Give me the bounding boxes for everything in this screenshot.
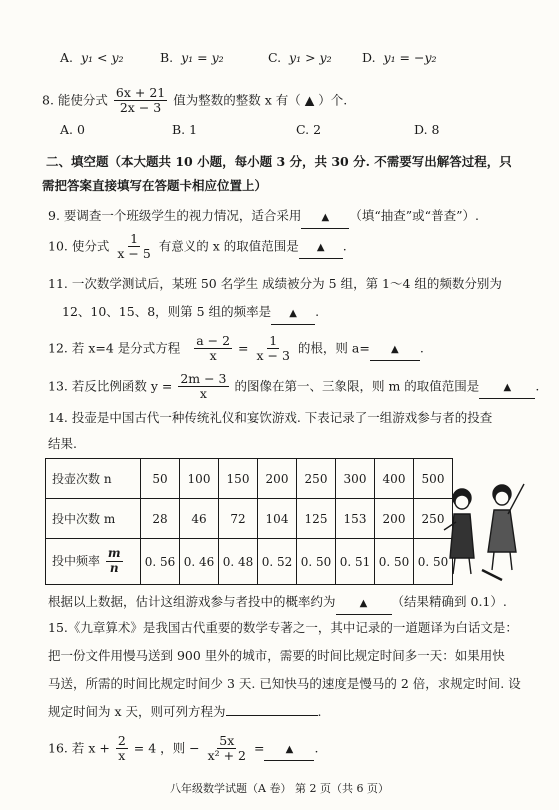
table-cell: 300 [336, 459, 375, 499]
option-text: 0 [77, 122, 85, 137]
denominator: x² + 2 [207, 748, 246, 764]
question-11-line2: 12、10、15、8，则第 5 组的频率是 ▲ . [62, 302, 319, 325]
q12-suffix: 的根，则 a= [297, 340, 370, 356]
denominator: x [118, 748, 126, 764]
denominator: x [209, 348, 217, 364]
question-13: 13. 若反比例函数 y = $\frac{2m - 3}{x}$ 的图像在第一、三象限，则 m 的取值范围是 ▲ . [48, 371, 540, 402]
row-header: 投中次数 m [46, 499, 141, 539]
section-2-heading-line2: 需把答案直接填写在答题卡相应位置上） [42, 178, 268, 193]
q7-option-c [268, 50, 332, 65]
q16-suffix: = [253, 740, 265, 756]
child-right-figure [482, 484, 524, 580]
q16-prefix: 16. 若 x + [48, 740, 110, 756]
blank-mark: ▲ [321, 212, 330, 223]
denominator: x − 5 [117, 246, 151, 262]
q10-fraction [115, 232, 152, 262]
answer-blank[interactable] [226, 715, 318, 716]
q7-option-b [160, 50, 224, 65]
q14-data-table [45, 458, 453, 585]
blank-mark: ▲ [390, 344, 399, 356]
option-label: D. [414, 122, 428, 137]
q8-option-a [60, 122, 85, 137]
q16-fraction-left [116, 734, 128, 764]
table-cell: 250 [414, 499, 453, 539]
q8-suffix: 值为整数的整数 x 有（ ▲ ）个. [173, 92, 348, 108]
table-row [46, 499, 453, 539]
blank-mark: ▲ [503, 382, 512, 394]
frequency-fraction [106, 547, 123, 576]
q10-prefix: 10. 使分式 [48, 238, 110, 254]
question-14-line1: 14. 投壶是中国古代一种传统礼仪和宴饮游戏. 下表记录了一组游戏参与者的投查 [48, 410, 493, 425]
table-cell: 50 [141, 459, 180, 499]
blank-mark: ▲ [316, 242, 325, 254]
option-text: 1 [189, 122, 198, 137]
table-cell: 150 [219, 459, 258, 499]
table-cell: 125 [297, 499, 336, 539]
question-9 [48, 206, 479, 229]
answer-blank[interactable] [264, 738, 314, 761]
question-15-line3: 马送，所需的时间比规定时间少 3 天. 已知快马的速度是慢马的 2 倍，求规定时间. 设 [48, 676, 521, 691]
answer-blank[interactable] [370, 338, 420, 361]
table-cell: 250 [297, 459, 336, 499]
table-cell: 0. 46 [180, 539, 219, 585]
question-12: 12. 若 x=4 是分式方程 $\frac{a - 2}{x}$ = $\frac{1}{x - 3}$ 的根，则 a= ▲ . [48, 333, 424, 364]
q9-text: 9. 要调查一个班级学生的视力情况，适合采用 [48, 208, 302, 223]
q16-fraction-right [206, 734, 248, 764]
numerator: 1 [269, 333, 278, 348]
question-8 [42, 86, 347, 116]
denominator: x [199, 386, 207, 402]
table-cell: 200 [375, 499, 414, 539]
table-cell: 0. 48 [219, 539, 258, 585]
option-label: B. [172, 122, 186, 137]
option-label: C. [268, 50, 282, 65]
q8-fraction [114, 86, 167, 116]
q16-mid: = 4 ，则 − [133, 740, 200, 756]
denominator: x − 3 [256, 348, 290, 364]
denominator: 2x − 3 [119, 100, 162, 116]
table-cell: 104 [258, 499, 297, 539]
answer-blank[interactable] [271, 302, 315, 325]
table-cell: 0. 50 [414, 539, 453, 585]
answer-blank[interactable] [336, 592, 392, 615]
q13-suffix: 的图像在第一、三象限，则 m 的取值范围是 [234, 378, 480, 394]
numerator: 2 [117, 733, 126, 748]
equals-sign: = [238, 340, 249, 356]
answer-blank[interactable] [301, 206, 349, 229]
option-text: 8 [431, 122, 440, 137]
q8-option-b [172, 122, 197, 137]
option-label: D. [362, 50, 376, 65]
row-header: 投壶次数 n [46, 459, 141, 499]
q13-fraction [178, 372, 228, 402]
q12-fraction-left [194, 334, 232, 364]
option-label: A. [60, 50, 74, 65]
question-15-line1: 15.《九章算术》是我国古代重要的数学专著之一，其中记录的一道题译为白话文是： [48, 620, 518, 635]
table-cell: 100 [180, 459, 219, 499]
answer-blank[interactable] [479, 376, 535, 399]
row-header [46, 539, 141, 585]
q12-prefix: 12. 若 x=4 是分式方程 [48, 340, 181, 356]
option-text: y₁ = y₂ [181, 50, 224, 65]
q13-prefix: 13. 若反比例函数 y = [48, 378, 173, 394]
table-cell: 72 [219, 499, 258, 539]
option-text: y₁ < y₂ [80, 50, 124, 65]
q11-line2-text: 12、10、15、8，则第 5 组的频率是 [62, 304, 272, 319]
q10-suffix: 有意义的 x 的取值范围是 [158, 238, 299, 254]
q7-option-d [362, 50, 437, 65]
table-cell: 46 [180, 499, 219, 539]
option-label: C. [296, 122, 310, 137]
question-15-line4: 规定时间为 x 天，则可列方程为 . [48, 704, 322, 719]
table-cell: 400 [375, 459, 414, 499]
row-header-text: 投中频率 [52, 554, 101, 568]
question-10: 10. 使分式 $\frac{1}{x - 5}$ 有意义的 x 的取值范围是 ▲ . [48, 231, 347, 262]
q8-option-d [414, 122, 440, 137]
numerator: 5x [219, 733, 235, 748]
option-label: B. [160, 50, 174, 65]
blank-mark: ▲ [289, 308, 297, 319]
table-cell: 28 [141, 499, 180, 539]
table-cell: 500 [414, 459, 453, 499]
answer-blank[interactable] [299, 236, 343, 259]
numerator: 1 [130, 231, 139, 246]
q15-line4-text: 规定时间为 x 天，则可列方程为 [48, 704, 226, 719]
denominator: n [109, 561, 119, 575]
option-text: y₁ > y₂ [289, 50, 332, 65]
table-cell: 0. 50 [375, 539, 414, 585]
table-row [46, 539, 453, 585]
q12-fraction-right [254, 334, 291, 364]
option-text: y₁ = −y₂ [383, 50, 437, 65]
option-label: A. [60, 122, 74, 137]
q8-option-c [296, 122, 321, 137]
table-cell: 0. 51 [336, 539, 375, 585]
table-cell: 0. 56 [141, 539, 180, 585]
blank-mark: ▲ [359, 598, 368, 609]
q9-suffix: （填“抽查”或“普查”）. [349, 208, 479, 223]
table-row [46, 459, 453, 499]
question-11-line1: 11. 一次数学测试后，某班 50 名学生 成绩被分为 5 组，第 1～4 组的频数分别为 [48, 276, 502, 291]
q14-after-text: 根据以上数据，估计这组游戏参与者投中的概率约为 [48, 594, 336, 609]
question-14-line2: 结果. [48, 436, 77, 451]
question-16: 16. 若 x + $\frac{2}{x}$ = 4 ，则 − $\frac{5x}{\text{x² + 2}}$ = ▲ . [48, 733, 319, 764]
blank-mark: ▲ [285, 744, 294, 756]
child-left-figure [444, 489, 474, 574]
numerator: 2m − 3 [180, 371, 227, 386]
q14-after-suffix: （结果精确到 0.1）. [391, 594, 507, 609]
q7-option-a [60, 50, 124, 65]
question-14-answer-line [48, 592, 507, 615]
table-cell: 0. 52 [258, 539, 297, 585]
option-text: 2 [313, 122, 322, 137]
table-cell: 0. 50 [297, 539, 336, 585]
touhu-players-illustration [442, 478, 526, 584]
numerator: m [107, 546, 121, 561]
q8-prefix: 8. 能使分式 [42, 92, 108, 108]
section-2-heading-line1: 二、填空题（本大题共 10 小题，每小题 3 分，共 30 分. 不需要写出解答过程，只 [46, 154, 512, 169]
table-cell: 200 [258, 459, 297, 499]
question-15-line2: 把一份文件用慢马送到 900 里外的城市，需要的时间比规定时间多一天：如果用快 [48, 648, 505, 663]
numerator: a − 2 [196, 333, 231, 348]
numerator: 6x + 21 [115, 85, 166, 100]
page-footer: 八年级数学试题（A 卷） 第 2 页（共 6 页） [170, 782, 389, 795]
table-cell: 153 [336, 499, 375, 539]
